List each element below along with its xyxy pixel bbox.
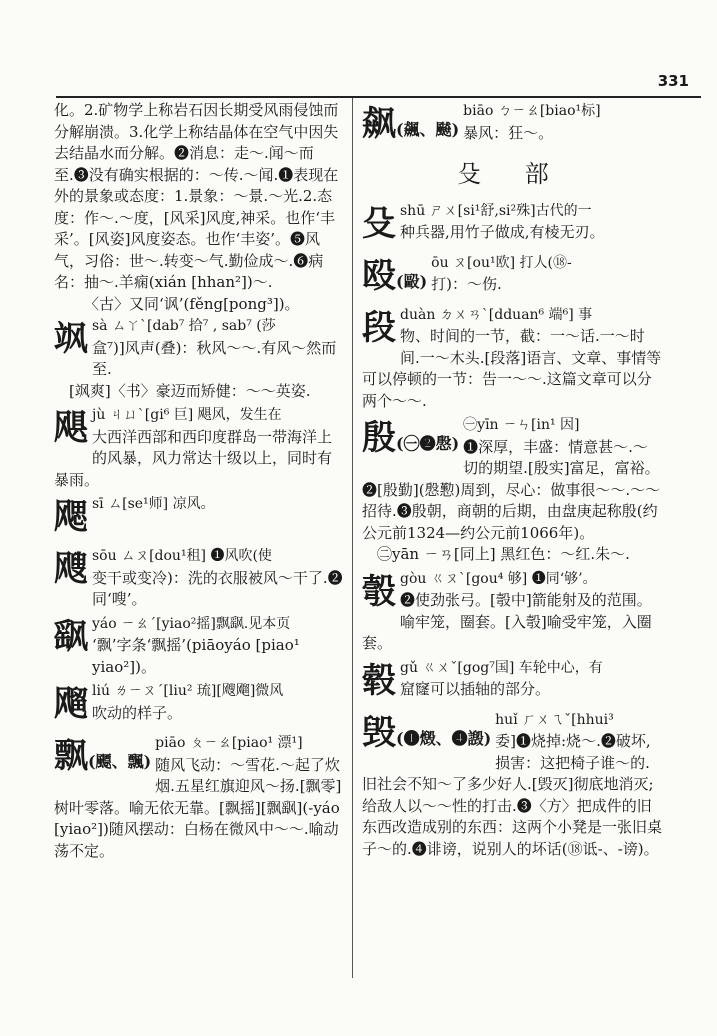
entry-subentry: ㊁yān ㄧㄢ[同上] 黑红色：～红.朱～.: [377, 545, 630, 563]
entry-definition: 吹动的样子。: [92, 703, 183, 722]
entry-pronunciation: sà ㄙㄚˋ[dab⁷ 拾⁷ , sab⁷ (莎: [92, 318, 276, 334]
entry-subentry: [飒爽]〈书〉豪迈而矫健：～～英姿.: [69, 381, 311, 400]
entry-definition: 随风飞动：～雪花.～起了炊烟.五星红旗迎风～扬.[飘零]树叶零落。喻无依无靠。[飘摇][飘飖](-yáo [yiao²])随风摆动：白杨在微风中～～.喻动荡不定。: [54, 755, 342, 860]
dictionary-entry: [362, 414, 662, 566]
entry-pronunciation: ōu ㄡ[ou¹欧] 打人(⑱-: [431, 254, 572, 271]
entry-headword: 毂: [362, 660, 396, 701]
entry-pronunciation: jù ㄐㄩˋ[gi⁶ 巨] 飓风，发生在: [92, 407, 282, 423]
dictionary-entry: [362, 709, 662, 861]
radical-title: 殳 部: [457, 160, 567, 188]
entry-headword: 殷(㊀❷慇): [362, 418, 460, 458]
entry-headword: 飕: [54, 549, 88, 589]
entry-pronunciation: huǐ ㄏㄨㄟˇ[hhui³: [495, 711, 614, 728]
entry-definition: 委]❶烧掉:烧～.❷破坏,损害：这把椅子谁～的.旧社会不知～了多少好人.[毁灭]彻底地消灭;给敌人以～～性的打击.❸〈方〉把成件的旧东西改造成别的东西：这两个小凳是一张旧桌子～的.❹诽谤，说别人的坏话(⑱诋-、-谤)。: [362, 732, 662, 858]
entry-pronunciation: piāo ㄆㄧㄠ[piao¹ 漂¹]: [155, 735, 303, 751]
entry-definition: ❶深厚，丰盛：情意甚～.～切的期望.[殷实]富足，富裕。❷[殷勤](慇懃)周到，尽心：做事很～～.～～招待.❸殷朝，商朝的后期，由盘庚起称殷(约公元前1324—约公元前1066年)。: [362, 437, 661, 542]
dictionary-entry: [54, 732, 346, 862]
entry-headword: 段: [362, 307, 396, 348]
entry-headword: 飖: [54, 616, 88, 657]
entry-definition: 暴风：狂～。: [463, 123, 554, 142]
dictionary-entry: [362, 657, 662, 707]
entry-pronunciation: liú ㄌㄧㄡˊ[liu² 琉][飕飗]微风: [92, 683, 284, 699]
entry-headword: 飔: [54, 497, 88, 537]
intro-note: 〈古〉又同‘讽’(fěng[pong³])。: [84, 294, 300, 313]
entry-definition: 打)：～伤.: [431, 275, 502, 293]
entry-definition: 盒⁷)]风声(叠)：秋风～～.有风～然而至.: [92, 338, 337, 378]
entry-definition: ❷使劲张弓。[彀中]箭能射及的范围。喻牢笼，圈套。[入彀]喻受牢笼，入圈套。: [362, 591, 652, 652]
entry-pronunciation: ㊀yīn ㄧㄣ[in¹ 因]: [463, 417, 580, 433]
entry-pronunciation: sī ㄙ[se¹师] 凉风。: [92, 496, 215, 512]
page-number: 331: [657, 72, 689, 90]
entry-pronunciation: sōu ㄙㄡ[dou¹租] ❶风吹(使: [92, 548, 272, 564]
right-column: [362, 100, 662, 980]
left-column: [54, 100, 346, 980]
dictionary-entry: [362, 304, 662, 413]
entry-headword: 飓: [54, 408, 88, 448]
dictionary-entry: [362, 252, 662, 302]
entry-pronunciation: gòu ㄍㄡˋ[gou⁴ 够] ❶同‘够’。: [400, 570, 597, 587]
dictionary-entry: [54, 404, 346, 491]
entry-headword: 飗: [54, 684, 88, 724]
entry-definition: 种兵器,用竹子做成,有棱无刃。: [400, 223, 605, 241]
entry-headword: 殴(毆): [362, 255, 428, 296]
column-divider: [352, 98, 353, 978]
entry-headword: 飒: [54, 319, 88, 359]
entry-pronunciation: shū ㄕㄨ[si¹舒,si²殊]古代的一: [400, 202, 592, 219]
entry-headword: 彀: [362, 571, 396, 612]
dictionary-entry: [54, 545, 346, 611]
header-rule: [56, 96, 701, 98]
entry-pronunciation: gǔ ㄍㄨˇ[gog⁷国] 车轮中心，有: [400, 659, 603, 676]
dictionary-entry: [54, 493, 346, 543]
entry-definition: ‘飘’字条‘飘摇’(piāoyáo [piao¹ yiao²])。: [92, 636, 300, 676]
entry-pronunciation: yáo ㄧㄠˊ[yiao²摇]飘飖.见本页: [92, 615, 291, 632]
dictionary-entry: [362, 100, 662, 150]
entry-headword: 飘(飃、飄): [54, 736, 152, 776]
entry-definition: 物、时间的一节，截：一～话.一～时间.一～木头.[段落]语言、文章、事情等可以停顿的一节：告一～～.这篇文章可以分两个～～.: [362, 327, 662, 410]
dictionary-entry: [362, 200, 662, 250]
entry-pronunciation: duàn ㄉㄨㄢˋ[dduan⁶ 端⁶] 事: [400, 306, 593, 323]
dictionary-entry: [54, 613, 346, 679]
entry-definition: 窟窿可以插轴的部分。: [400, 680, 551, 698]
dictionary-entry: [54, 315, 346, 402]
entry-headword: 毁(❶燬、❹譭): [362, 712, 492, 753]
entry-pronunciation: biāo ㄅㄧㄠ[biao¹标]: [463, 103, 601, 119]
entry-definition: 变干或变冷)：洗的衣服被风～干了.❷同‘嗖’。: [92, 568, 343, 608]
dictionary-entry: [362, 568, 662, 655]
dictionary-entry: [54, 680, 346, 730]
entry-headword: 殳: [362, 203, 396, 244]
entry-definition: 大西洋西部和西印度群岛一带海洋上的风暴，风力常达十级以上，同时有暴雨。: [54, 427, 333, 489]
entry-headword: 飙(飆、飇): [362, 104, 460, 144]
intro-text: 化。2.矿物学上称岩石因长期受风雨侵蚀而分解崩溃。3.化学上称结晶体在空气中因失去结晶水而分解。❷消息：走～.闻～而至.❸没有确实根据的：～传.～闻.❶表现在外的景象或态度：1.景象：～景.～光.2.态度：作～.～度，[风采]风度,神采。也作‘丰采’。[风姿]风度姿态。也作‘丰姿’。❺风气，习俗：世～.转变～气.勤俭成～.❻病名：抽～.羊痫(xián [hhan²])～.: [54, 101, 339, 291]
